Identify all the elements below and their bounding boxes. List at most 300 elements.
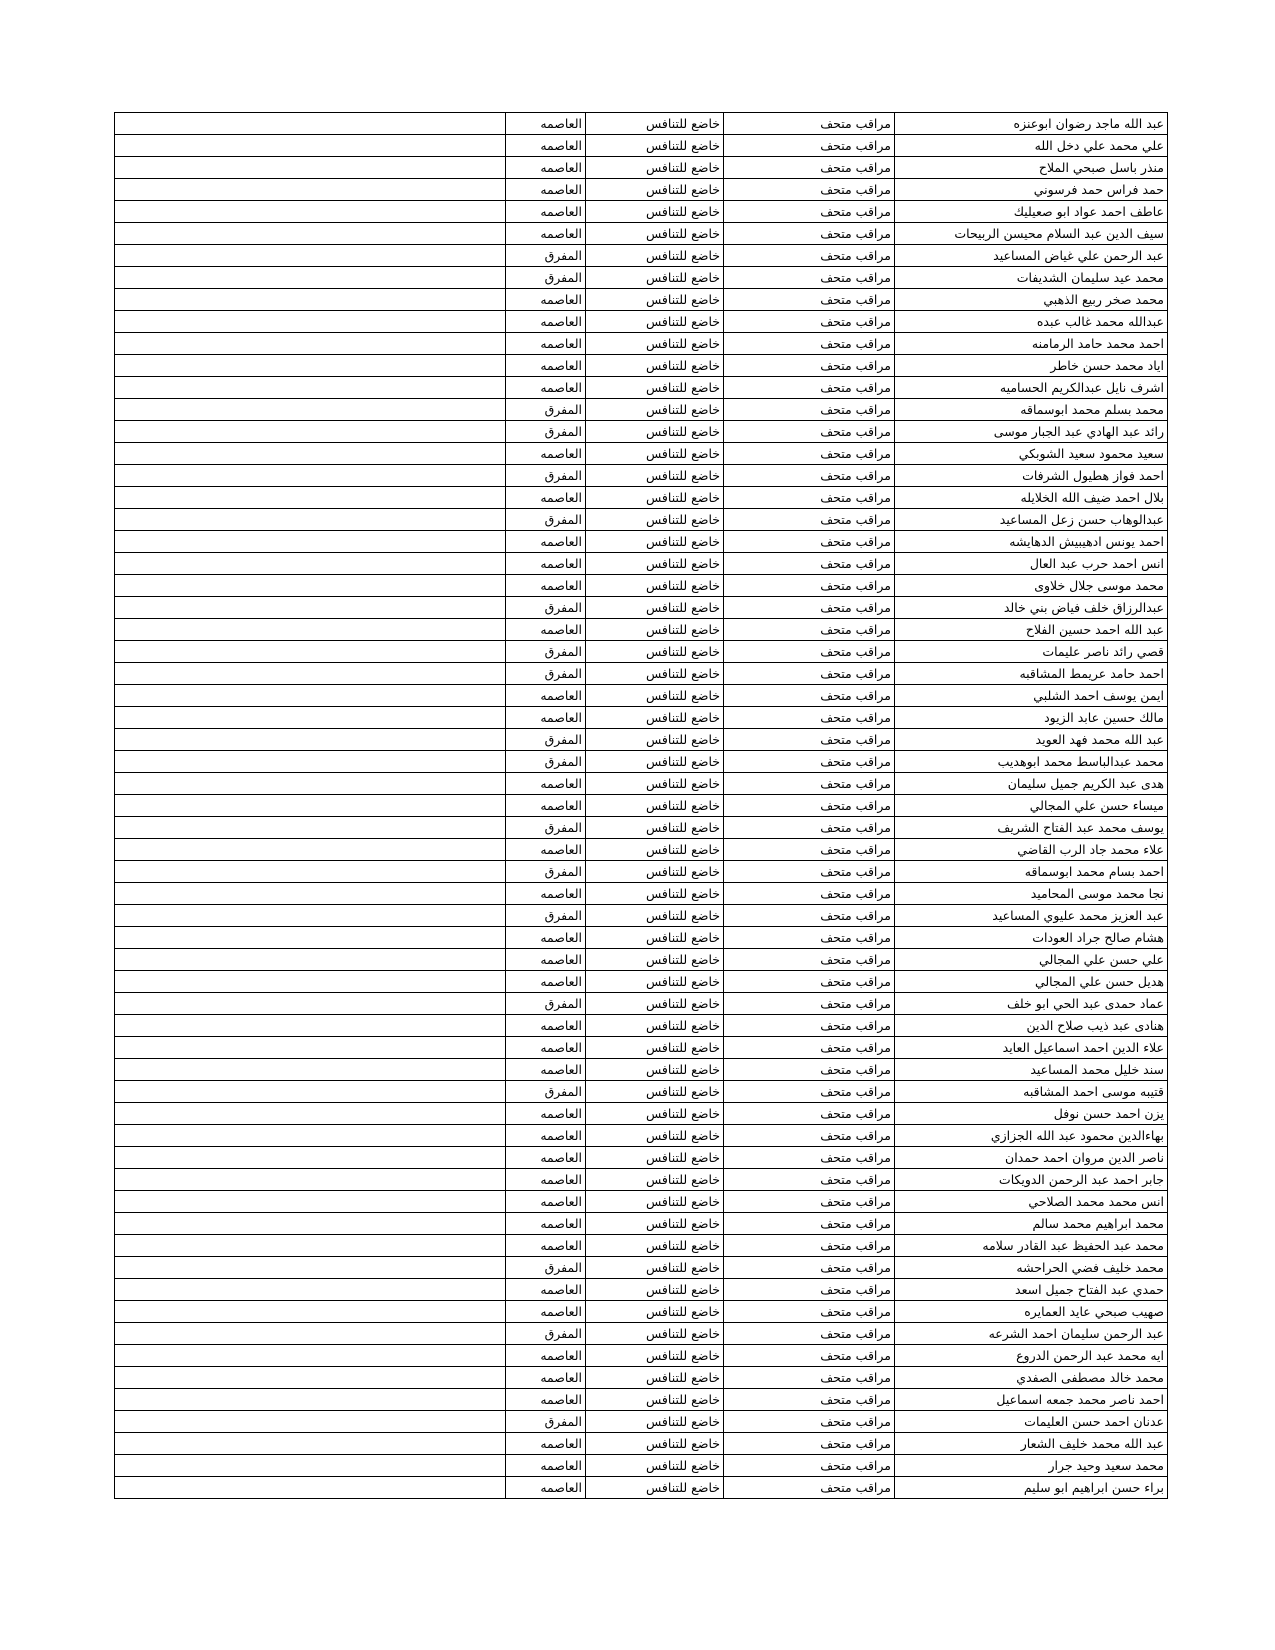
status-cell: خاضع للتنافس xyxy=(586,817,724,839)
table-row xyxy=(115,1213,1168,1235)
name-cell: مالك حسين عابد الزيود xyxy=(895,707,1168,729)
status-cell: خاضع للتنافس xyxy=(586,663,724,685)
status-cell: خاضع للتنافس xyxy=(586,575,724,597)
role-cell: مراقب متحف xyxy=(724,1191,895,1213)
status-cell: خاضع للتنافس xyxy=(586,1367,724,1389)
table-row xyxy=(115,795,1168,817)
empty-cell xyxy=(115,1235,506,1257)
status-cell: خاضع للتنافس xyxy=(586,509,724,531)
role-cell: مراقب متحف xyxy=(724,1037,895,1059)
empty-cell xyxy=(115,839,506,861)
empty-cell xyxy=(115,509,506,531)
region-cell: العاصمه xyxy=(506,707,586,729)
table-row xyxy=(115,135,1168,157)
region-cell: العاصمه xyxy=(506,1169,586,1191)
role-cell: مراقب متحف xyxy=(724,1125,895,1147)
region-cell: العاصمه xyxy=(506,1213,586,1235)
empty-cell xyxy=(115,377,506,399)
role-cell: مراقب متحف xyxy=(724,1015,895,1037)
region-cell: العاصمه xyxy=(506,1477,586,1499)
empty-cell xyxy=(115,553,506,575)
table-row xyxy=(115,861,1168,883)
empty-cell xyxy=(115,289,506,311)
region-cell: العاصمه xyxy=(506,1015,586,1037)
region-cell: المفرق xyxy=(506,509,586,531)
status-cell: خاضع للتنافس xyxy=(586,1235,724,1257)
empty-cell xyxy=(115,751,506,773)
role-cell: مراقب متحف xyxy=(724,641,895,663)
table-row xyxy=(115,1169,1168,1191)
name-cell: محمد عبد الحفيظ عبد القادر سلامه xyxy=(895,1235,1168,1257)
name-cell: محمد خالد مصطفى الصفدي xyxy=(895,1367,1168,1389)
table-row xyxy=(115,597,1168,619)
role-cell: مراقب متحف xyxy=(724,1235,895,1257)
region-cell: العاصمه xyxy=(506,1103,586,1125)
status-cell: خاضع للتنافس xyxy=(586,773,724,795)
table-row xyxy=(115,465,1168,487)
role-cell: مراقب متحف xyxy=(724,1455,895,1477)
empty-cell xyxy=(115,1367,506,1389)
name-cell: محمد موسى جلال خلاوى xyxy=(895,575,1168,597)
role-cell: مراقب متحف xyxy=(724,245,895,267)
status-cell: خاضع للتنافس xyxy=(586,1125,724,1147)
status-cell: خاضع للتنافس xyxy=(586,1257,724,1279)
name-cell: قتيبه موسى احمد المشاقبه xyxy=(895,1081,1168,1103)
empty-cell xyxy=(115,1477,506,1499)
name-cell: محمد ابراهيم محمد سالم xyxy=(895,1213,1168,1235)
table-row xyxy=(115,1389,1168,1411)
status-cell: خاضع للتنافس xyxy=(586,113,724,135)
name-cell: علاء محمد جاد الرب القاضي xyxy=(895,839,1168,861)
name-cell: محمد عيد سليمان الشديفات xyxy=(895,267,1168,289)
table-row xyxy=(115,1103,1168,1125)
table-row xyxy=(115,619,1168,641)
role-cell: مراقب متحف xyxy=(724,993,895,1015)
region-cell: العاصمه xyxy=(506,201,586,223)
region-cell: العاصمه xyxy=(506,619,586,641)
table-row xyxy=(115,883,1168,905)
role-cell: مراقب متحف xyxy=(724,861,895,883)
name-cell: اشرف نايل عبدالكريم الحساميه xyxy=(895,377,1168,399)
empty-cell xyxy=(115,1059,506,1081)
role-cell: مراقب متحف xyxy=(724,773,895,795)
name-cell: احمد فواز هطيول الشرفات xyxy=(895,465,1168,487)
name-cell: حمد فراس حمد فرسوني xyxy=(895,179,1168,201)
empty-cell xyxy=(115,1345,506,1367)
table-row xyxy=(115,289,1168,311)
role-cell: مراقب متحف xyxy=(724,421,895,443)
table-row xyxy=(115,487,1168,509)
name-cell: عبدالله محمد غالب عبده xyxy=(895,311,1168,333)
region-cell: العاصمه xyxy=(506,135,586,157)
name-cell: جابر احمد عبد الرحمن الدويكات xyxy=(895,1169,1168,1191)
status-cell: خاضع للتنافس xyxy=(586,1433,724,1455)
empty-cell xyxy=(115,399,506,421)
status-cell: خاضع للتنافس xyxy=(586,905,724,927)
empty-cell xyxy=(115,1015,506,1037)
region-cell: المفرق xyxy=(506,905,586,927)
region-cell: العاصمه xyxy=(506,795,586,817)
status-cell: خاضع للتنافس xyxy=(586,487,724,509)
region-cell: العاصمه xyxy=(506,157,586,179)
empty-cell xyxy=(115,421,506,443)
table-row xyxy=(115,1279,1168,1301)
table-row xyxy=(115,1235,1168,1257)
name-cell: عدنان احمد حسن العليمات xyxy=(895,1411,1168,1433)
region-cell: العاصمه xyxy=(506,949,586,971)
region-cell: العاصمه xyxy=(506,1191,586,1213)
region-cell: العاصمه xyxy=(506,113,586,135)
empty-cell xyxy=(115,1037,506,1059)
status-cell: خاضع للتنافس xyxy=(586,1323,724,1345)
role-cell: مراقب متحف xyxy=(724,399,895,421)
role-cell: مراقب متحف xyxy=(724,333,895,355)
empty-cell xyxy=(115,1411,506,1433)
name-cell: هديل حسن علي المجالي xyxy=(895,971,1168,993)
candidates-table xyxy=(114,112,1168,1499)
role-cell: مراقب متحف xyxy=(724,1389,895,1411)
status-cell: خاضع للتنافس xyxy=(586,443,724,465)
table-row xyxy=(115,223,1168,245)
status-cell: خاضع للتنافس xyxy=(586,971,724,993)
name-cell: بهاءالدين محمود عبد الله الجزازي xyxy=(895,1125,1168,1147)
status-cell: خاضع للتنافس xyxy=(586,1147,724,1169)
empty-cell xyxy=(115,1125,506,1147)
region-cell: المفرق xyxy=(506,1323,586,1345)
empty-cell xyxy=(115,685,506,707)
empty-cell xyxy=(115,333,506,355)
status-cell: خاضع للتنافس xyxy=(586,883,724,905)
table-row xyxy=(115,443,1168,465)
name-cell: عماد حمدى عبد الحي ابو خلف xyxy=(895,993,1168,1015)
table-row xyxy=(115,333,1168,355)
role-cell: مراقب متحف xyxy=(724,1103,895,1125)
empty-cell xyxy=(115,179,506,201)
table-row xyxy=(115,773,1168,795)
status-cell: خاضع للتنافس xyxy=(586,1301,724,1323)
name-cell: عبد العزيز محمد عليوي المساعيد xyxy=(895,905,1168,927)
name-cell: سند خليل محمد المساعيد xyxy=(895,1059,1168,1081)
role-cell: مراقب متحف xyxy=(724,1213,895,1235)
empty-cell xyxy=(115,1169,506,1191)
region-cell: العاصمه xyxy=(506,289,586,311)
empty-cell xyxy=(115,641,506,663)
role-cell: مراقب متحف xyxy=(724,1433,895,1455)
empty-cell xyxy=(115,113,506,135)
empty-cell xyxy=(115,443,506,465)
table-row xyxy=(115,311,1168,333)
table-row xyxy=(115,1125,1168,1147)
name-cell: انس احمد حرب عبد العال xyxy=(895,553,1168,575)
empty-cell xyxy=(115,949,506,971)
empty-cell xyxy=(115,531,506,553)
name-cell: محمد عبدالباسط محمد ابوهديب xyxy=(895,751,1168,773)
table-row xyxy=(115,553,1168,575)
role-cell: مراقب متحف xyxy=(724,1081,895,1103)
role-cell: مراقب متحف xyxy=(724,971,895,993)
name-cell: احمد محمد حامد الرمامنه xyxy=(895,333,1168,355)
empty-cell xyxy=(115,663,506,685)
name-cell: هشام صالح جراد العودات xyxy=(895,927,1168,949)
role-cell: مراقب متحف xyxy=(724,1169,895,1191)
empty-cell xyxy=(115,245,506,267)
region-cell: العاصمه xyxy=(506,1389,586,1411)
role-cell: مراقب متحف xyxy=(724,795,895,817)
name-cell: عبد الرحمن علي غياض المساعيد xyxy=(895,245,1168,267)
role-cell: مراقب متحف xyxy=(724,1477,895,1499)
status-cell: خاضع للتنافس xyxy=(586,1081,724,1103)
region-cell: المفرق xyxy=(506,1257,586,1279)
status-cell: خاضع للتنافس xyxy=(586,289,724,311)
role-cell: مراقب متحف xyxy=(724,553,895,575)
name-cell: علي محمد علي دخل الله xyxy=(895,135,1168,157)
role-cell: مراقب متحف xyxy=(724,223,895,245)
empty-cell xyxy=(115,861,506,883)
empty-cell xyxy=(115,355,506,377)
status-cell: خاضع للتنافس xyxy=(586,1279,724,1301)
table-row xyxy=(115,377,1168,399)
empty-cell xyxy=(115,267,506,289)
table-row xyxy=(115,1433,1168,1455)
role-cell: مراقب متحف xyxy=(724,927,895,949)
region-cell: المفرق xyxy=(506,729,586,751)
table-row xyxy=(115,1411,1168,1433)
role-cell: مراقب متحف xyxy=(724,685,895,707)
role-cell: مراقب متحف xyxy=(724,509,895,531)
status-cell: خاضع للتنافس xyxy=(586,311,724,333)
role-cell: مراقب متحف xyxy=(724,487,895,509)
role-cell: مراقب متحف xyxy=(724,1345,895,1367)
status-cell: خاضع للتنافس xyxy=(586,1191,724,1213)
table-row xyxy=(115,663,1168,685)
role-cell: مراقب متحف xyxy=(724,1323,895,1345)
region-cell: المفرق xyxy=(506,465,586,487)
region-cell: العاصمه xyxy=(506,927,586,949)
name-cell: احمد يونس ادهيبيش الدهايشه xyxy=(895,531,1168,553)
status-cell: خاضع للتنافس xyxy=(586,1455,724,1477)
status-cell: خاضع للتنافس xyxy=(586,1103,724,1125)
region-cell: المفرق xyxy=(506,993,586,1015)
status-cell: خاضع للتنافس xyxy=(586,729,724,751)
role-cell: مراقب متحف xyxy=(724,905,895,927)
table-row xyxy=(115,509,1168,531)
region-cell: المفرق xyxy=(506,597,586,619)
status-cell: خاضع للتنافس xyxy=(586,1411,724,1433)
status-cell: خاضع للتنافس xyxy=(586,1037,724,1059)
status-cell: خاضع للتنافس xyxy=(586,685,724,707)
region-cell: العاصمه xyxy=(506,333,586,355)
role-cell: مراقب متحف xyxy=(724,113,895,135)
region-cell: العاصمه xyxy=(506,1433,586,1455)
region-cell: المفرق xyxy=(506,751,586,773)
status-cell: خاضع للتنافس xyxy=(586,861,724,883)
region-cell: العاصمه xyxy=(506,443,586,465)
role-cell: مراقب متحف xyxy=(724,839,895,861)
region-cell: المفرق xyxy=(506,663,586,685)
table-row xyxy=(115,201,1168,223)
region-cell: العاصمه xyxy=(506,1125,586,1147)
status-cell: خاضع للتنافس xyxy=(586,1015,724,1037)
empty-cell xyxy=(115,707,506,729)
table-row xyxy=(115,267,1168,289)
table-row xyxy=(115,641,1168,663)
table-row xyxy=(115,839,1168,861)
name-cell: عبد الله احمد حسين الفلاح xyxy=(895,619,1168,641)
region-cell: العاصمه xyxy=(506,1037,586,1059)
name-cell: علي حسن علي المجالي xyxy=(895,949,1168,971)
region-cell: العاصمه xyxy=(506,377,586,399)
role-cell: مراقب متحف xyxy=(724,729,895,751)
name-cell: رائد عبد الهادي عبد الجبار موسى xyxy=(895,421,1168,443)
table-row xyxy=(115,179,1168,201)
status-cell: خاضع للتنافس xyxy=(586,399,724,421)
name-cell: عبد الله محمد فهد العويد xyxy=(895,729,1168,751)
role-cell: مراقب متحف xyxy=(724,1301,895,1323)
region-cell: المفرق xyxy=(506,641,586,663)
table-row xyxy=(115,1477,1168,1499)
status-cell: خاضع للتنافس xyxy=(586,839,724,861)
table-row xyxy=(115,729,1168,751)
table-row xyxy=(115,1147,1168,1169)
status-cell: خاضع للتنافس xyxy=(586,179,724,201)
role-cell: مراقب متحف xyxy=(724,663,895,685)
table-row xyxy=(115,1059,1168,1081)
empty-cell xyxy=(115,927,506,949)
name-cell: يزن احمد حسن نوفل xyxy=(895,1103,1168,1125)
status-cell: خاضع للتنافس xyxy=(586,531,724,553)
empty-cell xyxy=(115,817,506,839)
region-cell: المفرق xyxy=(506,1411,586,1433)
name-cell: اياد محمد حسن خاطر xyxy=(895,355,1168,377)
role-cell: مراقب متحف xyxy=(724,597,895,619)
status-cell: خاضع للتنافس xyxy=(586,1169,724,1191)
table-row xyxy=(115,1345,1168,1367)
region-cell: العاصمه xyxy=(506,685,586,707)
name-cell: ايمن يوسف احمد الشلبي xyxy=(895,685,1168,707)
status-cell: خاضع للتنافس xyxy=(586,267,724,289)
table-row xyxy=(115,1455,1168,1477)
name-cell: عبد الرحمن سليمان احمد الشرعه xyxy=(895,1323,1168,1345)
empty-cell xyxy=(115,729,506,751)
empty-cell xyxy=(115,1257,506,1279)
region-cell: العاصمه xyxy=(506,179,586,201)
region-cell: العاصمه xyxy=(506,553,586,575)
name-cell: ناصر الدين مروان احمد حمدان xyxy=(895,1147,1168,1169)
role-cell: مراقب متحف xyxy=(724,157,895,179)
region-cell: العاصمه xyxy=(506,1367,586,1389)
empty-cell xyxy=(115,465,506,487)
empty-cell xyxy=(115,619,506,641)
status-cell: خاضع للتنافس xyxy=(586,1213,724,1235)
status-cell: خاضع للتنافس xyxy=(586,993,724,1015)
table-row xyxy=(115,1257,1168,1279)
name-cell: احمد بسام محمد ابوسماقه xyxy=(895,861,1168,883)
empty-cell xyxy=(115,1455,506,1477)
status-cell: خاضع للتنافس xyxy=(586,641,724,663)
table-row xyxy=(115,1081,1168,1103)
empty-cell xyxy=(115,223,506,245)
region-cell: العاصمه xyxy=(506,1301,586,1323)
region-cell: المفرق xyxy=(506,817,586,839)
table-row xyxy=(115,157,1168,179)
status-cell: خاضع للتنافس xyxy=(586,201,724,223)
name-cell: ايه محمد عبد الرحمن الدروع xyxy=(895,1345,1168,1367)
table-row xyxy=(115,1301,1168,1323)
role-cell: مراقب متحف xyxy=(724,575,895,597)
region-cell: المفرق xyxy=(506,245,586,267)
role-cell: مراقب متحف xyxy=(724,1367,895,1389)
name-cell: محمد صخر ربيع الذهبي xyxy=(895,289,1168,311)
empty-cell xyxy=(115,1103,506,1125)
name-cell: عبد الله محمد خليف الشعار xyxy=(895,1433,1168,1455)
empty-cell xyxy=(115,1323,506,1345)
empty-cell xyxy=(115,1147,506,1169)
status-cell: خاضع للتنافس xyxy=(586,707,724,729)
region-cell: العاصمه xyxy=(506,575,586,597)
table-row xyxy=(115,1367,1168,1389)
name-cell: ميساء حسن علي المجالي xyxy=(895,795,1168,817)
role-cell: مراقب متحف xyxy=(724,949,895,971)
empty-cell xyxy=(115,1279,506,1301)
name-cell: هنادى عبد ذيب صلاح الدين xyxy=(895,1015,1168,1037)
table-row xyxy=(115,355,1168,377)
region-cell: العاصمه xyxy=(506,1147,586,1169)
region-cell: المفرق xyxy=(506,267,586,289)
region-cell: العاصمه xyxy=(506,355,586,377)
status-cell: خاضع للتنافس xyxy=(586,927,724,949)
role-cell: مراقب متحف xyxy=(724,355,895,377)
status-cell: خاضع للتنافس xyxy=(586,795,724,817)
empty-cell xyxy=(115,135,506,157)
name-cell: سعيد محمود سعيد الشوبكي xyxy=(895,443,1168,465)
table-row xyxy=(115,421,1168,443)
role-cell: مراقب متحف xyxy=(724,1411,895,1433)
region-cell: العاصمه xyxy=(506,223,586,245)
status-cell: خاضع للتنافس xyxy=(586,421,724,443)
status-cell: خاضع للتنافس xyxy=(586,619,724,641)
role-cell: مراقب متحف xyxy=(724,883,895,905)
role-cell: مراقب متحف xyxy=(724,289,895,311)
empty-cell xyxy=(115,883,506,905)
name-cell: عاطف احمد عواد ابو صعيليك xyxy=(895,201,1168,223)
role-cell: مراقب متحف xyxy=(724,1279,895,1301)
role-cell: مراقب متحف xyxy=(724,465,895,487)
empty-cell xyxy=(115,795,506,817)
region-cell: العاصمه xyxy=(506,1455,586,1477)
table-row xyxy=(115,113,1168,135)
empty-cell xyxy=(115,157,506,179)
empty-cell xyxy=(115,773,506,795)
status-cell: خاضع للتنافس xyxy=(586,597,724,619)
status-cell: خاضع للتنافس xyxy=(586,1345,724,1367)
role-cell: مراقب متحف xyxy=(724,1059,895,1081)
name-cell: بلال احمد ضيف الله الخلايله xyxy=(895,487,1168,509)
table-row xyxy=(115,993,1168,1015)
name-cell: منذر باسل صبحي الملاح xyxy=(895,157,1168,179)
table-row xyxy=(115,751,1168,773)
empty-cell xyxy=(115,1389,506,1411)
region-cell: العاصمه xyxy=(506,1345,586,1367)
empty-cell xyxy=(115,487,506,509)
empty-cell xyxy=(115,993,506,1015)
status-cell: خاضع للتنافس xyxy=(586,245,724,267)
region-cell: المفرق xyxy=(506,399,586,421)
name-cell: هدى عبد الكريم جميل سليمان xyxy=(895,773,1168,795)
role-cell: مراقب متحف xyxy=(724,751,895,773)
name-cell: براء حسن ابراهيم ابو سليم xyxy=(895,1477,1168,1499)
empty-cell xyxy=(115,575,506,597)
table-row xyxy=(115,817,1168,839)
